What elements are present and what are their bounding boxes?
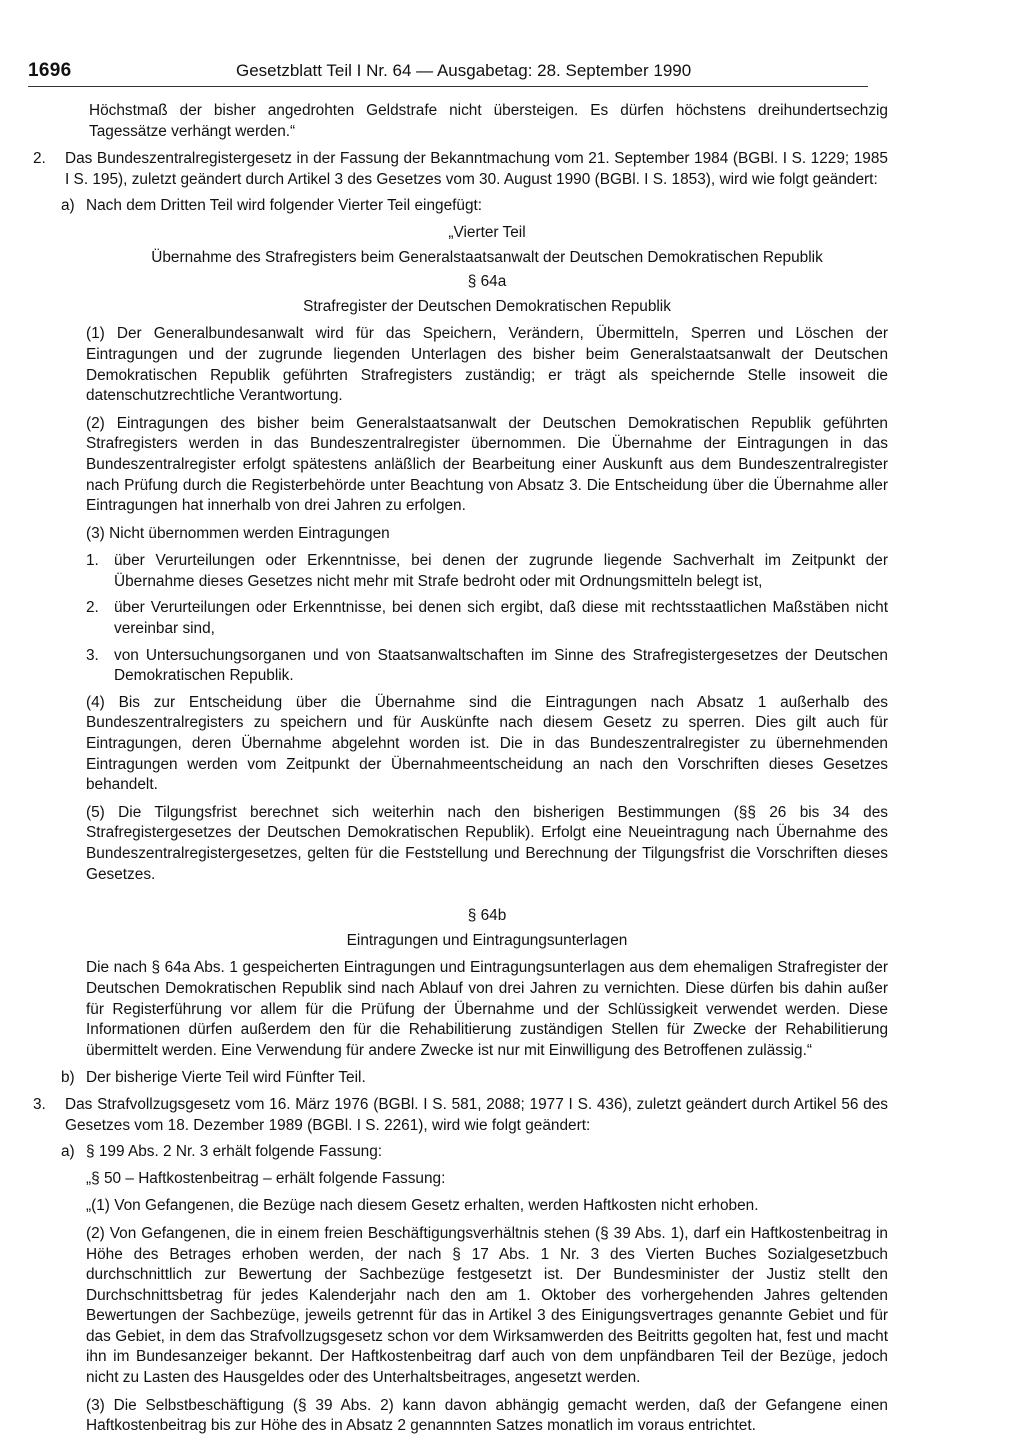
sub-item-marker: a) — [61, 1143, 75, 1161]
paragraph-64a-1: (1) Der Generalbundesanwalt wird für das Speichern, Verändern, Übermitteln, Sperren und Löschen der Eintragungen und der zugrunde liegenden Unterlagen des bisher beim Generalstaatsanwalt der Deutschen Demokratischen Republik geführten Strafregisters zuständig; er trägt als speichernde Stelle insoweit die datenschutzrechtliche Verantwortung. — [86, 325, 888, 405]
section-64a-title: § 64a — [467, 273, 507, 291]
list-item-3 — [33, 1095, 888, 1136]
list-item — [36, 646, 888, 687]
paragraph-50-2: (2) Von Gefangenen, die in einem freien Beschäftigungsverhältnis stehen (§ 39 Abs. 1), darf ein Haftkostenbeitrag in Höhe des Betrages erhoben werden, der nach § 17 Abs. 1 Nr. 3 des Vierten Buches Sozialgesetzbuch durchschnittlich zur Bewertung der Sachbezüge festgesetzt ist. Der Bundesminister der Justiz stellt den Durchschnittsbetrag für jedes Kalenderjahr nach den am 1. Oktober des vorhergehenden Jahres geltenden Bewertungen der Sachbezüge, jeweils getrennt für das in Artikel 3 des Einigungsvertrages genannte Gebiet und für das Gebiet, in dem das Strafvollzugsgesetz schon vor dem Wirksamwerden des Beitritts gegolten hat, fest und macht ihn im Bundesanzeiger bekannt. Der Haftkostenbeitrag darf auch von dem unpfändbaren Teil der Bezüge, jedoch nicht zu Lasten des Hausgeldes oder des Unterhaltsbeitrages, angesetzt werden. — [86, 1224, 888, 1387]
list-item — [36, 598, 888, 639]
document-body — [33, 101, 888, 1444]
item-marker: 1. — [86, 552, 99, 570]
item-text: über Verurteilungen oder Erkenntnisse, bei denen der zugrunde liegende Sachverhalt im Zeitpunkt der Übernahme dieses Gesetzes nicht mehr mit Strafe bedroht oder mit Ordnungsmitteln belegt ist, — [114, 552, 888, 590]
sub-item-text: Nach dem Dritten Teil wird folgender Vierter Teil eingefügt: — [86, 197, 483, 215]
item-marker: 3. — [86, 646, 99, 664]
paragraph-64a-5: (5) Die Tilgungsfrist berechnet sich weiterhin nach den bisherigen Bestimmungen (§§ 26 bis 34 des Strafregistergesetzes der Deutschen Demokratischen Republik). Erfolgt eine Neueintragung nach Übernahme des Bundeszentralregistergesetzes, gelten für die Feststellung und Berechnung der Tilgungsfrist die Vorschriften dieses Gesetzes. — [86, 803, 888, 883]
item-marker: 3. — [33, 1095, 46, 1113]
item-marker: 2. — [86, 599, 99, 617]
paragraph-50-3: (3) Die Selbstbeschäftigung (§ 39 Abs. 2) kann davon abhängig gemacht werden, daß der Gefangene einen Haftkostenbeitrag bis zur Höhe des in Absatz 2 genannnten Satzes monatlich im voraus entrichtet. — [86, 1396, 888, 1435]
paragraph-50-1: „(1) Von Gefangenen, die Bezüge nach diesem Gesetz erhalten, werden Haftkosten nicht erhoben. — [86, 1197, 759, 1215]
section-64a-subtitle: Strafregister der Deutschen Demokratischen Republik — [303, 297, 671, 315]
part-title: „Vierter Teil — [448, 223, 526, 241]
sub-item-marker: b) — [61, 1069, 75, 1087]
item-text: von Untersuchungsorganen und von Staatsanwaltschaften im Sinne des Strafregistergesetzes der Deutschen Demokratischen Republik. — [114, 646, 888, 685]
paragraph-64a-2: (2) Eintragungen des bisher beim Generalstaatsanwalt der Deutschen Demokratischen Republik geführten Strafregisters werden in das Bundeszentralregister übernommen. Die Übernahme der Eintragungen in das Bundeszentralregister erfolgt spätestens anläßlich der Bearbeitung einer Auskunft aus dem Bundeszentralregister nach Prüfung durch die Registerbehörde unter Beachtung von Absatz 3. Die Entscheidung über die Übernahme aller Eintragungen hat innerhalb von drei Jahren zu erfolgen. — [86, 414, 888, 515]
gazette-header-title: Gesetzblatt Teil I Nr. 64 — Ausgabetag: 28. September 1990 — [236, 61, 692, 80]
sub-item-marker: a) — [61, 197, 75, 215]
section-50-heading: „§ 50 – Haftkostenbeitrag – erhält folgende Fassung: — [86, 1169, 446, 1187]
paragraph-64b: Die nach § 64a Abs. 1 gespeicherten Eintragungen und Eintragungsunterlagen aus dem ehemaligen Strafregister der Deutschen Demokratischen Republik sind nach Ablauf von drei Jahren zu vernichten. Diese dürfen bis dahin außer für Registerführung vor allem für die Prüfung der Übernahme und der Schlüssigkeit verwendet werden. Diese Informationen dürfen außerdem den für die Rehabilitierung zuständigen Stellen für Zwecke der Rehabilitierung übermittelt werden. Eine Verwendung für andere Zwecke ist nur mit Einwilligung des Betroffenen zulässig.“ — [86, 959, 888, 1059]
page-header — [28, 60, 928, 86]
sub-item-text: Der bisherige Vierte Teil wird Fünfter Teil. — [86, 1069, 366, 1087]
section-64b-subtitle: Eintragungen und Eintragungsunterlagen — [346, 931, 628, 949]
part-subtitle: Übernahme des Strafregisters beim Generalstaatsanwalt der Deutschen Demokratischen Republik — [151, 248, 823, 266]
page-number: 1696 — [28, 60, 72, 81]
sub-item-b — [36, 1068, 888, 1089]
list-item — [36, 551, 888, 592]
sub-item-a — [36, 1142, 888, 1163]
sub-item-text: § 199 Abs. 2 Nr. 3 erhält folgende Fassung: — [86, 1143, 383, 1161]
paragraph-64a-3: (3) Nicht übernommen werden Eintragungen — [86, 524, 390, 542]
header-rule — [28, 86, 868, 87]
list-item-2 — [33, 149, 888, 190]
item-text: Das Bundeszentralregistergesetz in der Fassung der Bekanntmachung vom 21. September 1984 (BGBl. I S. 1229; 1985 I S. 195), zuletzt geändert durch Artikel 3 des Gesetzes vom 30. August 1990 (BGBl. I S. 1853), wird wie folgt geändert: — [65, 150, 888, 188]
item-marker: 2. — [33, 150, 46, 168]
continued-paragraph: Höchstmaß der bisher angedrohten Geldstrafe nicht übersteigen. Es dürfen höchstens dreihundertsechzig Tagessätze verhängt werden.“ — [89, 102, 888, 140]
item-text: über Verurteilungen oder Erkenntnisse, bei denen sich ergibt, daß diese mit rechtsstaatlichen Maßstäben nicht vereinbar sind, — [114, 599, 888, 638]
paragraph-64a-4: (4) Bis zur Entscheidung über die Übernahme sind die Eintragungen nach Absatz 1 außerhalb des Bundeszentralregisters zu speichern und für Auskünfte nach diesem Gesetz zu sperren. Dies gilt auch für Eintragungen, deren Übernahme abgelehnt worden ist. Die in das Bundeszentralregister zu übernehmenden Eintragungen werden vom Zeitpunkt der Übernahmeentscheidung an nach den Vorschriften dieses Gesetzes behandelt. — [86, 693, 888, 794]
sub-item-a — [36, 196, 888, 217]
section-64b-title: § 64b — [467, 907, 507, 925]
item-text: Das Strafvollzugsgesetz vom 16. März 1976 (BGBl. I S. 581, 2088; 1977 I S. 436), zuletzt geändert durch Artikel 56 des Gesetzes vom 18. Dezember 1989 (BGBl. I S. 2261), wird wie folgt geändert: — [65, 1095, 888, 1134]
